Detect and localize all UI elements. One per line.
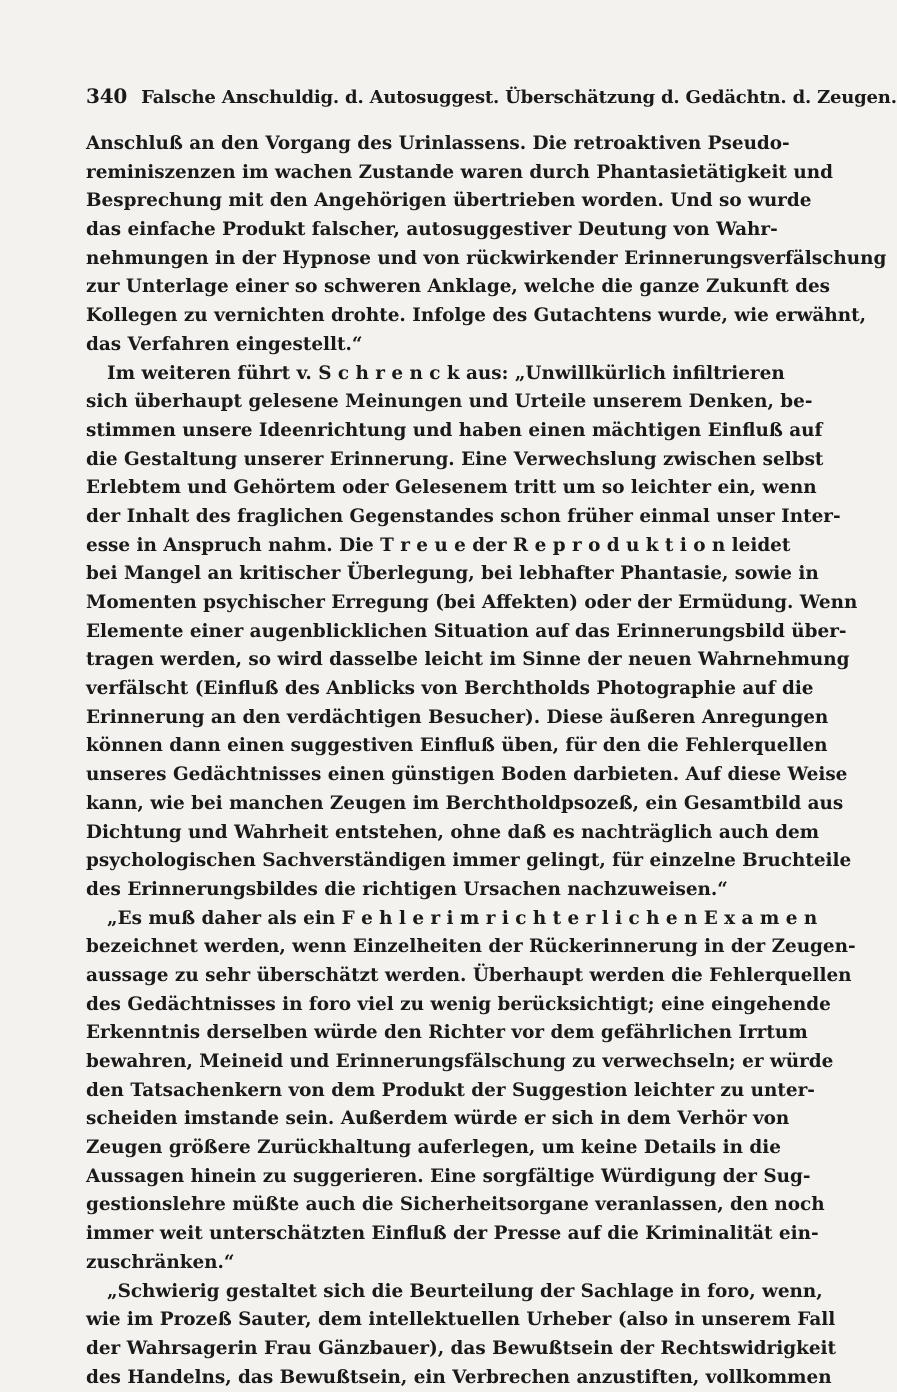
text-line: des Handelns, das Bewußtsein, ein Verbrechen anzustiften, vollkommen <box>86 1366 832 1388</box>
text-line: den Tatsachenkern von dem Produkt der Suggestion leichter zu unter- <box>86 1079 815 1101</box>
text-line: psychologischen Sachverständigen immer gelingt, für einzelne Bruchteile <box>86 850 852 872</box>
text-line: Im weiteren führt v. S c h r e n c k aus: „Unwillkürlich infiltrieren <box>107 362 785 384</box>
running-head-title: Falsche Anschuldig. d. Autosuggest. Überschätzung d. Gedächtn. d. Zeugen. <box>141 87 897 108</box>
text-line: Anschluß an den Vorgang des Urinlassens. Die retroaktiven Pseudo- <box>86 133 790 154</box>
text-line: bewahren, Meineid und Erinnerungsfälschung zu verwechseln; er würde <box>86 1051 834 1072</box>
text-line: Aussagen hinein zu suggerieren. Eine sorgfältige Würdigung der Sug- <box>86 1165 811 1187</box>
text-line: zuschränken.“ <box>86 1251 235 1273</box>
text-line: Momenten psychischer Erregung (bei Affekten) oder der Ermüdung. Wenn <box>86 592 858 613</box>
text-line: Zeugen größere Zurückhaltung auferlegen, um keine Details in die <box>86 1137 781 1159</box>
running-head <box>86 84 897 108</box>
text-line: esse in Anspruch nahm. Die T r e u e der R e p r o d u k t i o n leidet <box>86 534 791 556</box>
text-line: bei Mangel an kritischer Überlegung, bei lebhafter Phantasie, sowie in <box>86 563 819 585</box>
text-line: die Gestaltung unserer Erinnerung. Eine Verwechslung zwischen selbst <box>86 448 824 470</box>
text-line: das Verfahren eingestellt.“ <box>86 333 363 355</box>
text-line: verfälscht (Einfluß des Anblicks von Berchtholds Photographie auf die <box>86 678 814 700</box>
text-line: können dann einen suggestiven Einfluß üben, für den die Fehlerquellen <box>86 735 828 757</box>
text-line: tragen werden, so wird dasselbe leicht im Sinne der neuen Wahrnehmung <box>86 649 850 671</box>
text-line: Erinnerung an den verdächtigen Besucher). Diese äußeren Anregungen <box>86 706 829 728</box>
body-text <box>86 130 887 1392</box>
text-line: stimmen unsere Ideenrichtung und haben einen mächtigen Einfluß auf <box>86 419 823 441</box>
text-line: der Wahrsagerin Frau Gänzbauer), das Bewußtsein der Rechtswidrigkeit <box>86 1337 837 1359</box>
text-line: des Erinnerungsbildes die richtigen Ursachen nachzuweisen.“ <box>86 878 728 900</box>
text-line: immer weit unterschätzten Einfluß der Presse auf die Kriminalität ein- <box>86 1223 819 1245</box>
text-line: Kollegen zu vernichten drohte. Infolge des Gutachtens wurde, wie erwähnt, <box>86 305 866 327</box>
text-line: kann, wie bei manchen Zeugen im Berchtholdpsozeß, ein Gesamtbild aus <box>86 792 844 814</box>
text-line: Erlebtem und Gehörtem oder Gelesenem tritt um so leichter ein, wenn <box>86 477 817 499</box>
text-line: sich überhaupt gelesene Meinungen und Urteile unserem Denken, be- <box>86 391 813 413</box>
text-line: „Schwierig gestaltet sich die Beurteilung der Sachlage in foro, wenn, <box>107 1280 823 1302</box>
text-line: zur Unterlage einer so schweren Anklage, welche die ganze Zukunft des <box>86 276 831 298</box>
text-line: nehmungen in der Hypnose und von rückwirkender Erinnerungsverfälschung <box>86 247 887 269</box>
text-line: Dichtung und Wahrheit entstehen, ohne daß es nachträglich auch dem <box>86 821 820 843</box>
text-line: bezeichnet werden, wenn Einzelheiten der Rückerinnerung in der Zeugen- <box>86 936 856 958</box>
text-line: wie im Prozeß Sauter, dem intellektuellen Urheber (also in unserem Fall <box>86 1309 836 1331</box>
text-line: aussage zu sehr überschätzt werden. Überhaupt werden die Fehlerquellen <box>86 964 852 986</box>
text-line: unseres Gedächtnisses einen günstigen Boden darbieten. Auf diese Weise <box>86 764 848 786</box>
text-line: das einfache Produkt falscher, autosuggestiver Deutung von Wahr- <box>86 219 778 241</box>
text-line: Besprechung mit den Angehörigen übertrieben worden. Und so wurde <box>86 190 812 212</box>
text-line: scheiden imstande sein. Außerdem würde er sich in dem Verhör von <box>86 1108 790 1130</box>
text-line: reminiszenzen im wachen Zustande waren durch Phantasietätigkeit und <box>86 161 833 183</box>
text-line: „Es muß daher als ein F e h l e r i m r i c h t e r l i c h e n E x a m e n <box>107 907 818 929</box>
text-line: Erkenntnis derselben würde den Richter vor dem gefährlichen Irrtum <box>86 1022 808 1044</box>
page-number: 340 <box>86 84 128 108</box>
text-line: gestionslehre müßte auch die Sicherheitsorgane veranlassen, den noch <box>86 1194 825 1216</box>
text-line: der Inhalt des fraglichen Gegenstandes schon früher einmal unser Inter- <box>86 505 841 527</box>
text-line: Elemente einer augenblicklichen Situation auf das Erinnerungsbild über- <box>86 620 847 642</box>
text-line: des Gedächtnisses in foro viel zu wenig berücksichtigt; eine eingehende <box>86 993 831 1015</box>
